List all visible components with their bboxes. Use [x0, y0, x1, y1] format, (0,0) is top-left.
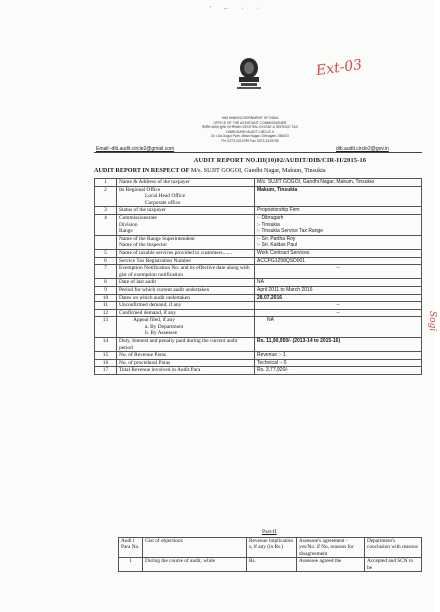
- table-row: [95, 235, 422, 249]
- row-value: Revenue :- 1: [255, 352, 422, 360]
- row-label: Its Regional Office Local Head Office Corporate office: [117, 186, 255, 207]
- row-value: --: [255, 265, 422, 279]
- audit-details-table: [94, 178, 422, 375]
- row-number: 9: [95, 286, 117, 294]
- column-header: Revenue implication s, if any (in Rs.): [247, 538, 297, 558]
- row-value: NA: [255, 317, 422, 338]
- row-value: Makum, Tinsukia: [255, 186, 422, 207]
- table-row: [95, 317, 422, 338]
- row-value: April 2011 to March 2016: [255, 286, 422, 294]
- email-left: Email:-dib.audit.circle2@gmail.com: [96, 146, 175, 152]
- table-cell: Accepted and SCN to be: [365, 558, 422, 572]
- table-row: [95, 286, 422, 294]
- row-value: :- Dibrugarh :- Tinsukia :- Tinsukia Service Tax Range: [255, 214, 422, 235]
- row-label: Dates on which audit undertaken: [117, 294, 255, 302]
- row-value: M/s. SUJIT GOGOI, Gandhi Nagar, Makum, Tinsukia: [255, 179, 422, 187]
- row-label: No. of procedural Paras: [117, 359, 255, 367]
- header-line: भारत सरकार/GOVERNMENT OF INDIA: [221, 116, 279, 120]
- table-row: [95, 367, 422, 375]
- email-right: dib.audit.circle2@gov.in: [336, 146, 389, 152]
- table-row: [95, 186, 422, 207]
- row-label: Name of taxable services provided to customers.......: [117, 249, 255, 257]
- row-number: 11: [95, 302, 117, 310]
- header-line: OFFICE OF THE ASSISTANT COMMISSIONER: [213, 120, 287, 125]
- header-line: केन्द्रीय उत्पाद शुल्क एवं सेवाकर /CENTRAL EXCISE & SERVICE TAX: [202, 125, 298, 130]
- table-cell: 1: [119, 558, 143, 572]
- row-value: Technical :- 0: [255, 359, 422, 367]
- row-label: Commissionerate Division Range: [117, 214, 255, 235]
- table-row: [95, 309, 422, 317]
- row-number: 16: [95, 359, 117, 367]
- table-row: [95, 359, 422, 367]
- national-emblem-icon: [232, 56, 266, 96]
- row-number: 8: [95, 279, 117, 287]
- table-row: [95, 249, 422, 257]
- row-value: Work Contract Services: [255, 249, 422, 257]
- column-header: Assessee's agreement - yes/No. if No, reasons for disagreement: [297, 538, 365, 558]
- row-label: Unconfirmed demand, if any: [117, 302, 255, 310]
- scan-marks: ' ⌐ · ·: [210, 6, 265, 12]
- row-value: :- Sri. Partha Roy :- Sri. Kaldas Paul: [255, 235, 422, 249]
- row-label: No. of Revenue Paras: [117, 352, 255, 360]
- column-header: Audi t Para No.: [119, 538, 143, 558]
- table-row: [95, 257, 422, 265]
- objections-table: [118, 537, 422, 572]
- row-number: 7: [95, 265, 117, 279]
- row-number: [95, 235, 117, 249]
- row-label: Appeal filed, if any a. By Department b. By Assessee: [117, 317, 255, 338]
- row-value: Rs. 3,77,920/-: [255, 367, 422, 375]
- header-line: Dr. Lila Gogoi Path, Milan Nagar, Dibrugarh-786003: [211, 134, 289, 139]
- row-label: Total Revenue involved in Audit Para: [117, 367, 255, 375]
- row-label: Period for which current audit undertaken: [117, 286, 255, 294]
- table-row: [95, 214, 422, 235]
- row-number: 1: [95, 179, 117, 187]
- row-number: 12: [95, 309, 117, 317]
- row-number: 2: [95, 186, 117, 207]
- table-row: [95, 265, 422, 279]
- table-row: [95, 179, 422, 187]
- row-label: Duty, Interest and penalty paid during the current audit period: [117, 338, 255, 352]
- respect-prefix: AUDIT REPORT IN RESPECT OF: [94, 167, 190, 174]
- table-row: [95, 279, 422, 287]
- row-value: Proprietorship Firm: [255, 207, 422, 215]
- table-row: [95, 352, 422, 360]
- row-value: NA: [255, 279, 422, 287]
- report-number-title: AUDIT REPORT NO.III(10)02/AUDIT/DIB/CIR-II/2015-16: [193, 157, 367, 164]
- handwritten-annotation: Ext-03: [315, 56, 364, 80]
- office-header: [150, 116, 350, 144]
- table-row: [119, 558, 422, 572]
- row-value: --: [255, 302, 422, 310]
- row-label: Date of last audit: [117, 279, 255, 287]
- table-cell: During the course of audit, while: [143, 558, 247, 572]
- row-label: Name of the Range Superintendent Name of the Inspector: [117, 235, 255, 249]
- table-header-row: [119, 538, 422, 558]
- header-line: DIBRUGARH AUDIT CIRCLE-II: [226, 129, 274, 134]
- row-number: 3: [95, 207, 117, 215]
- row-label: Confirmed demand, if any: [117, 309, 255, 317]
- row-number: 14: [95, 338, 117, 352]
- row-number: 15: [95, 352, 117, 360]
- report-respect-title: [94, 167, 424, 174]
- respect-name: M/s. SUJIT GOGOI, Gandhi Nagar, Makum, Tinsukia: [190, 167, 326, 174]
- row-label: Status of the taxpayer: [117, 207, 255, 215]
- row-number: 6: [95, 257, 117, 265]
- table-cell: Rs.: [247, 558, 297, 572]
- handwritten-signature: Sogi: [427, 311, 437, 332]
- row-number: 5: [95, 249, 117, 257]
- row-number: 13: [95, 317, 117, 338]
- table-row: [95, 338, 422, 352]
- row-number: 17: [95, 367, 117, 375]
- row-number: 10: [95, 294, 117, 302]
- header-line: Ph: 0373-2319789 Fax 0373-2319755: [221, 138, 279, 143]
- row-label: Service Tax Registration Number: [117, 257, 255, 265]
- part-ii-title: Part-II: [262, 529, 277, 535]
- table-cell: Assessee agreed the: [297, 558, 365, 572]
- row-value: 28.07.2016: [255, 294, 422, 302]
- header-rule: [94, 152, 422, 153]
- row-value: --: [255, 309, 422, 317]
- row-label: Name & Address of the taxpayer: [117, 179, 255, 187]
- table-row: [95, 207, 422, 215]
- row-number: 4: [95, 214, 117, 235]
- column-header: Department's conclusion with reasons: [365, 538, 422, 558]
- row-value: ACCPG1258QSD001: [255, 257, 422, 265]
- row-value: Rs. 11,90,950/- (2013-14 to 2015-16): [255, 338, 422, 352]
- table-row: [95, 294, 422, 302]
- column-header: Gist of objections: [143, 538, 247, 558]
- row-label: Exemption Notification No. and its effective date along with gist of exemption notification: [117, 265, 255, 279]
- table-row: [95, 302, 422, 310]
